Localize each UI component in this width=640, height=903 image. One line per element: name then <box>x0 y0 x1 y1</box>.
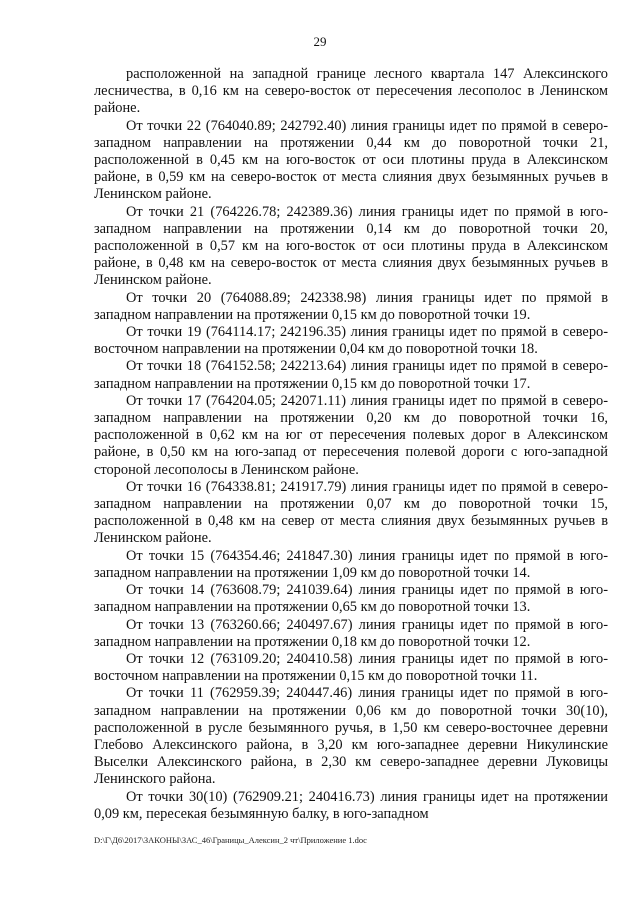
paragraph: От точки 13 (763260.66; 240497.67) линия границы идет по прямой в юго-западном направлении на протяжении 0,18 км до поворотной точки 12. <box>94 616 608 650</box>
paragraph: От точки 16 (764338.81; 241917.79) линия границы идет по прямой в северо-западном направлении на протяжении 0,07 км до поворотной точки 15, расположенной в 0,48 км на север от места слияния двух безымянных ручьев в Ленинском районе. <box>94 478 608 547</box>
paragraph: От точки 12 (763109.20; 240410.58) линия границы идет по прямой в юго-восточном направлении на протяжении 0,15 км до поворотной точки 11. <box>94 650 608 685</box>
paragraph: От точки 18 (764152.58; 242213.64) линия границы идет по прямой в северо-западном направлении на протяжении 0,15 км до поворотной точки 17. <box>94 358 608 392</box>
paragraph: От точки 15 (764354.46; 241847.30) линия границы идет по прямой в юго-западном направлении на протяжении 1,09 км до поворотной точки 14. <box>94 547 608 581</box>
file-path-footer: D:\Г\Д6\2017\ЗАКОНЫ\ЗАС_46\Границы_Алексин_2 чт\Приложение 1.doc <box>94 835 367 845</box>
document-body <box>94 66 608 823</box>
paragraph: От точки 14 (763608.79; 241039.64) линия границы идет по прямой в юго-западном направлении на протяжении 0,65 км до поворотной точки 13. <box>94 582 608 616</box>
paragraph: От точки 21 (764226.78; 242389.36) линия границы идет по прямой в юго-западном направлении на протяжении 0,14 км до поворотной точки 20, расположенной в 0,57 км на юго-восток от оси плотины пруда в Алексинском районе, в 0,48 км на северо-восток от места слияния двух безымянных ручьев в Ленинском районе. <box>94 203 608 289</box>
paragraph: расположенной на западной границе лесного квартала 147 Алексинского лесничества, в 0,16 км на северо-восток от пересечения лесополос в Ленинском районе. <box>94 66 608 117</box>
paragraph: От точки 11 (762959.39; 240447.46) линия границы идет по прямой в юго-западном направлении на протяжении 0,06 км до поворотной точки 30(10), расположенной в русле безымянного ручья, в 1,50 км северо-восточнее деревни Глебово Алексинского района, в 3,20 км юго-западнее деревни Никулинские Выселки Алексинского района, в 2,30 км северо-западнее деревни Луковицы Ленинского района. <box>94 685 608 788</box>
paragraph: От точки 22 (764040.89; 242792.40) линия границы идет по прямой в северо-западном направлении на протяжении 0,44 км до поворотной точки 21, расположенной в 0,45 км на юго-восток от оси плотины пруда в Алексинском районе, в 0,59 км на северо-восток от места слияния двух безымянных ручьев в Ленинском районе. <box>94 117 608 203</box>
paragraph: От точки 30(10) (762909.21; 240416.73) линия границы идет на протяжении 0,09 км, пересекая безымянную балку, в юго-западном <box>94 788 608 822</box>
paragraph: От точки 19 (764114.17; 242196.35) линия границы идет по прямой в северо-восточном направлении на протяжении 0,04 км до поворотной точки 18. <box>94 324 608 358</box>
paragraph: От точки 17 (764204.05; 242071.11) линия границы идет по прямой в северо-западном направлении на протяжении 0,20 км до поворотной точки 16, расположенной в 0,62 км на юг от пересечения полевых дорог в Алексинском районе, в 0,50 км на юго-запад от пересечения полевой дороги с юго-западной стороной лесополосы в Ленинском районе. <box>94 392 608 478</box>
page-number: 29 <box>313 34 327 49</box>
paragraph: От точки 20 (764088.89; 242338.98) линия границы идет по прямой в западном направлении на протяжении 0,15 км до поворотной точки 19. <box>94 289 608 323</box>
